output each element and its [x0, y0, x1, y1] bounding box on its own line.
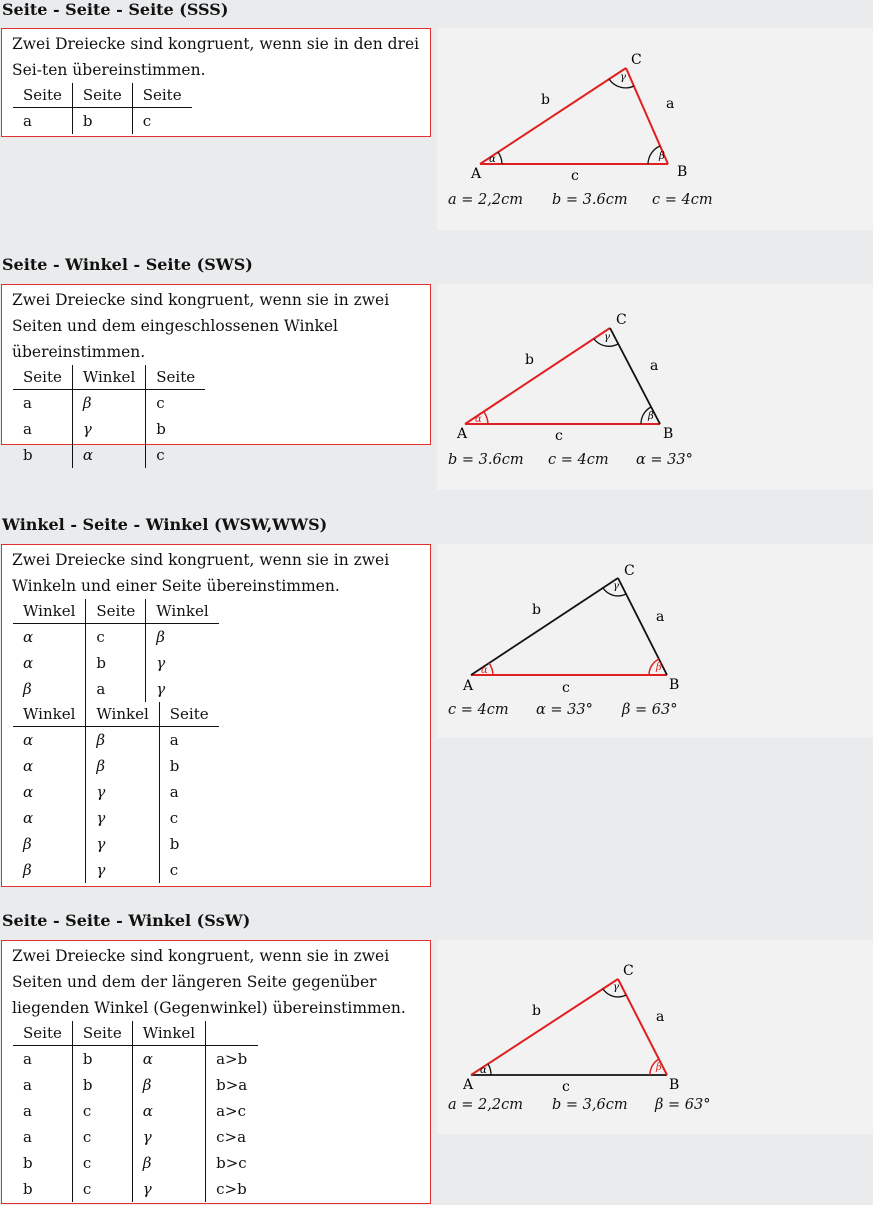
text-box-sss	[1, 28, 431, 137]
table-cell: a	[169, 783, 179, 801]
side-label-b: b	[525, 352, 534, 368]
text-box-sws	[1, 284, 431, 464]
table-cell: γ	[72, 416, 145, 442]
table-header: Winkel	[72, 365, 145, 390]
angle-label-gamma: γ	[604, 332, 610, 343]
table-row	[13, 753, 219, 779]
table-cell: b	[13, 442, 72, 468]
section-title-ssw: Seite - Seite - Winkel (SsW)	[2, 911, 251, 930]
side-b	[471, 979, 618, 1075]
text-box-ssw	[1, 940, 431, 1204]
table-row	[13, 1072, 258, 1098]
table-cell: a	[13, 416, 72, 442]
table-cell: β	[132, 1072, 205, 1098]
table-cell: γ	[86, 805, 159, 831]
table-row	[13, 1124, 258, 1150]
table-cell: γ	[132, 1176, 205, 1202]
table-cell: α	[13, 727, 86, 754]
side-label-a: a	[650, 358, 659, 374]
table-cell: b>c	[216, 1154, 247, 1172]
angle-label-alpha: α	[481, 665, 488, 676]
vertex-label-A: A	[463, 678, 474, 694]
table-row	[13, 108, 192, 135]
table-row	[13, 779, 219, 805]
table-header: Seite	[13, 1021, 72, 1046]
given-value: α = 33°	[536, 702, 593, 718]
table-cell: a	[13, 390, 72, 417]
table-header: Seite	[159, 702, 218, 727]
table-header: Winkel	[132, 1021, 205, 1046]
angle-label-gamma: γ	[620, 72, 626, 83]
table-cell: c	[72, 1124, 132, 1150]
angle-label-gamma: γ	[613, 581, 619, 592]
table-sss	[13, 83, 192, 134]
table-row	[13, 857, 219, 883]
table-header: Seite	[72, 83, 132, 108]
side-b	[465, 328, 610, 424]
figure-panel-sws	[437, 284, 873, 490]
given-value: b = 3,6cm	[552, 1097, 628, 1113]
angle-label-beta: β	[656, 1062, 662, 1073]
vertex-label-B: B	[663, 426, 674, 442]
angle-label-alpha: α	[480, 1065, 487, 1076]
table-cell: b	[72, 108, 132, 135]
table-cell: α	[13, 624, 86, 651]
table-row	[13, 831, 219, 857]
table-cell: a	[13, 108, 72, 135]
table-cell: c	[72, 1176, 132, 1202]
side-a	[626, 68, 668, 164]
side-label-c: c	[571, 168, 579, 184]
table-cell: c	[86, 624, 146, 651]
table-cell: α	[13, 650, 86, 676]
table-wsw-2	[13, 702, 219, 883]
given-value: β = 63°	[622, 702, 678, 718]
angle-label-alpha: α	[489, 154, 496, 165]
angle-label-beta: β	[659, 151, 665, 162]
table-cell: β	[132, 1150, 205, 1176]
given-value: c = 4cm	[548, 452, 609, 468]
table-cell: β	[13, 676, 86, 702]
table-row	[13, 1150, 258, 1176]
table-header: Seite	[132, 83, 191, 108]
vertex-label-B: B	[677, 164, 688, 180]
description-ssw: Zwei Dreiecke sind kongruent, wenn sie in zwei Seiten und dem der längeren Seite gegenüber liegenden Winkel (Gegenwinkel) übereinstimmen.	[12, 947, 406, 1017]
table-cell: β	[13, 831, 86, 857]
side-b	[471, 578, 618, 675]
side-label-a: a	[666, 96, 675, 112]
table-header: Winkel	[13, 599, 86, 624]
table-cell: a	[86, 676, 146, 702]
table-cell: c	[142, 112, 152, 130]
table-cell: a	[13, 1098, 72, 1124]
table-row	[13, 1098, 258, 1124]
angle-label-alpha: α	[475, 414, 482, 425]
side-label-b: b	[541, 92, 550, 108]
side-a	[618, 979, 667, 1075]
figure-panel-wsw	[437, 544, 873, 738]
table-header: Seite	[13, 83, 72, 108]
vertex-label-C: C	[624, 563, 635, 579]
table-cell: c	[72, 1098, 132, 1124]
given-value: a = 2,2cm	[448, 1097, 523, 1113]
table-cell: α	[13, 805, 86, 831]
side-label-c: c	[562, 680, 570, 696]
table-wsw-1	[13, 599, 219, 702]
table-header: Winkel	[146, 599, 219, 624]
vertex-label-C: C	[616, 312, 627, 328]
table-cell: a>b	[216, 1050, 248, 1068]
section-title-wsw: Winkel - Seite - Winkel (WSW,WWS)	[2, 515, 328, 534]
given-value: b = 3.6cm	[552, 192, 628, 208]
table-cell: b	[72, 1046, 132, 1073]
angle-label-gamma: γ	[613, 982, 619, 993]
table-row	[13, 624, 219, 651]
table-cell: α	[13, 753, 86, 779]
table-cell: β	[156, 628, 165, 646]
description-sss: Zwei Dreiecke sind kongruent, wenn sie in den drei Sei-ten übereinstimmen.	[12, 35, 420, 79]
table-row	[13, 727, 219, 754]
table-cell: c	[156, 446, 165, 464]
table-row	[13, 442, 205, 468]
table-cell: a	[169, 731, 179, 749]
angle-arc-alpha	[488, 1064, 491, 1075]
table-cell: α	[132, 1098, 205, 1124]
table-cell: γ	[86, 831, 159, 857]
given-value: β = 63°	[655, 1097, 711, 1113]
table-cell: b	[13, 1150, 72, 1176]
table-sws	[13, 365, 205, 468]
table-header: Seite	[86, 599, 146, 624]
given-value: c = 4cm	[448, 702, 509, 718]
table-row	[13, 1046, 258, 1073]
table-ssw	[13, 1021, 258, 1202]
section-title-sws: Seite - Winkel - Seite (SWS)	[2, 255, 253, 274]
table-cell: γ	[132, 1124, 205, 1150]
vertex-label-A: A	[471, 166, 482, 182]
table-cell: b	[13, 1176, 72, 1202]
text-box-wsw	[1, 544, 431, 887]
angle-arc-alpha	[489, 663, 493, 675]
side-a	[618, 578, 667, 675]
table-cell: b	[169, 835, 180, 853]
table-cell: α	[13, 779, 86, 805]
table-cell: γ	[156, 654, 166, 672]
figure-panel-sss	[437, 28, 873, 230]
table-row	[13, 676, 219, 702]
given-value: a = 2,2cm	[448, 192, 523, 208]
table-header: Seite	[146, 365, 205, 390]
table-row	[13, 650, 219, 676]
table-cell: β	[72, 390, 145, 417]
angle-arc-alpha	[498, 152, 502, 164]
table-cell: b	[169, 757, 180, 775]
table-cell: a	[13, 1046, 72, 1073]
table-cell: β	[86, 753, 159, 779]
table-cell: b>a	[216, 1076, 248, 1094]
table-row	[13, 416, 205, 442]
table-header: Seite	[13, 365, 72, 390]
side-label-b: b	[532, 602, 541, 618]
figure-panel-ssw	[437, 940, 873, 1134]
angle-label-beta: β	[656, 662, 662, 673]
table-header: Winkel	[86, 702, 159, 727]
table-row	[13, 1176, 258, 1202]
table-cell: a	[13, 1072, 72, 1098]
table-cell: γ	[156, 680, 166, 698]
table-cell: α	[72, 442, 145, 468]
description-sws: Zwei Dreiecke sind kongruent, wenn sie in zwei Seiten und dem eingeschlossenen Winkel übereinstimmen.	[12, 291, 390, 361]
side-label-a: a	[656, 609, 665, 625]
table-cell: γ	[86, 857, 159, 883]
table-cell: b	[72, 1072, 132, 1098]
table-row	[13, 805, 219, 831]
vertex-label-C: C	[631, 52, 642, 68]
vertex-label-A: A	[457, 426, 468, 442]
side-a	[610, 328, 660, 424]
table-cell: c>a	[216, 1128, 247, 1146]
table-cell: b	[156, 420, 166, 438]
table-cell: β	[13, 857, 86, 883]
table-cell: c>b	[216, 1180, 247, 1198]
side-b	[480, 68, 626, 164]
table-cell: a>c	[216, 1102, 247, 1120]
table-cell: β	[86, 727, 159, 754]
section-title-sss: Seite - Seite - Seite (SSS)	[2, 0, 229, 19]
table-header: Winkel	[13, 702, 86, 727]
table-cell: γ	[86, 779, 159, 805]
angle-label-beta: β	[648, 411, 654, 422]
table-cell: c	[169, 861, 179, 879]
side-label-b: b	[532, 1003, 541, 1019]
table-cell: c	[72, 1150, 132, 1176]
given-value: c = 4cm	[652, 192, 713, 208]
description-wsw: Zwei Dreiecke sind kongruent, wenn sie in zwei Winkeln und einer Seite übereinstimmen.	[12, 551, 390, 595]
vertex-label-A: A	[463, 1077, 474, 1093]
vertex-label-B: B	[669, 1077, 680, 1093]
table-cell: c	[169, 809, 179, 827]
table-header	[206, 1021, 259, 1046]
table-cell: α	[132, 1046, 205, 1073]
table-cell: a	[13, 1124, 72, 1150]
side-label-c: c	[555, 428, 563, 444]
given-value: b = 3.6cm	[448, 452, 524, 468]
side-label-a: a	[656, 1009, 665, 1025]
side-label-c: c	[562, 1079, 570, 1095]
table-cell: b	[86, 650, 146, 676]
vertex-label-B: B	[669, 677, 680, 693]
table-cell: c	[156, 394, 165, 412]
vertex-label-C: C	[623, 963, 634, 979]
table-row	[13, 390, 205, 417]
table-header: Seite	[72, 1021, 132, 1046]
given-value: α = 33°	[636, 452, 693, 468]
angle-arc-alpha	[484, 412, 488, 424]
